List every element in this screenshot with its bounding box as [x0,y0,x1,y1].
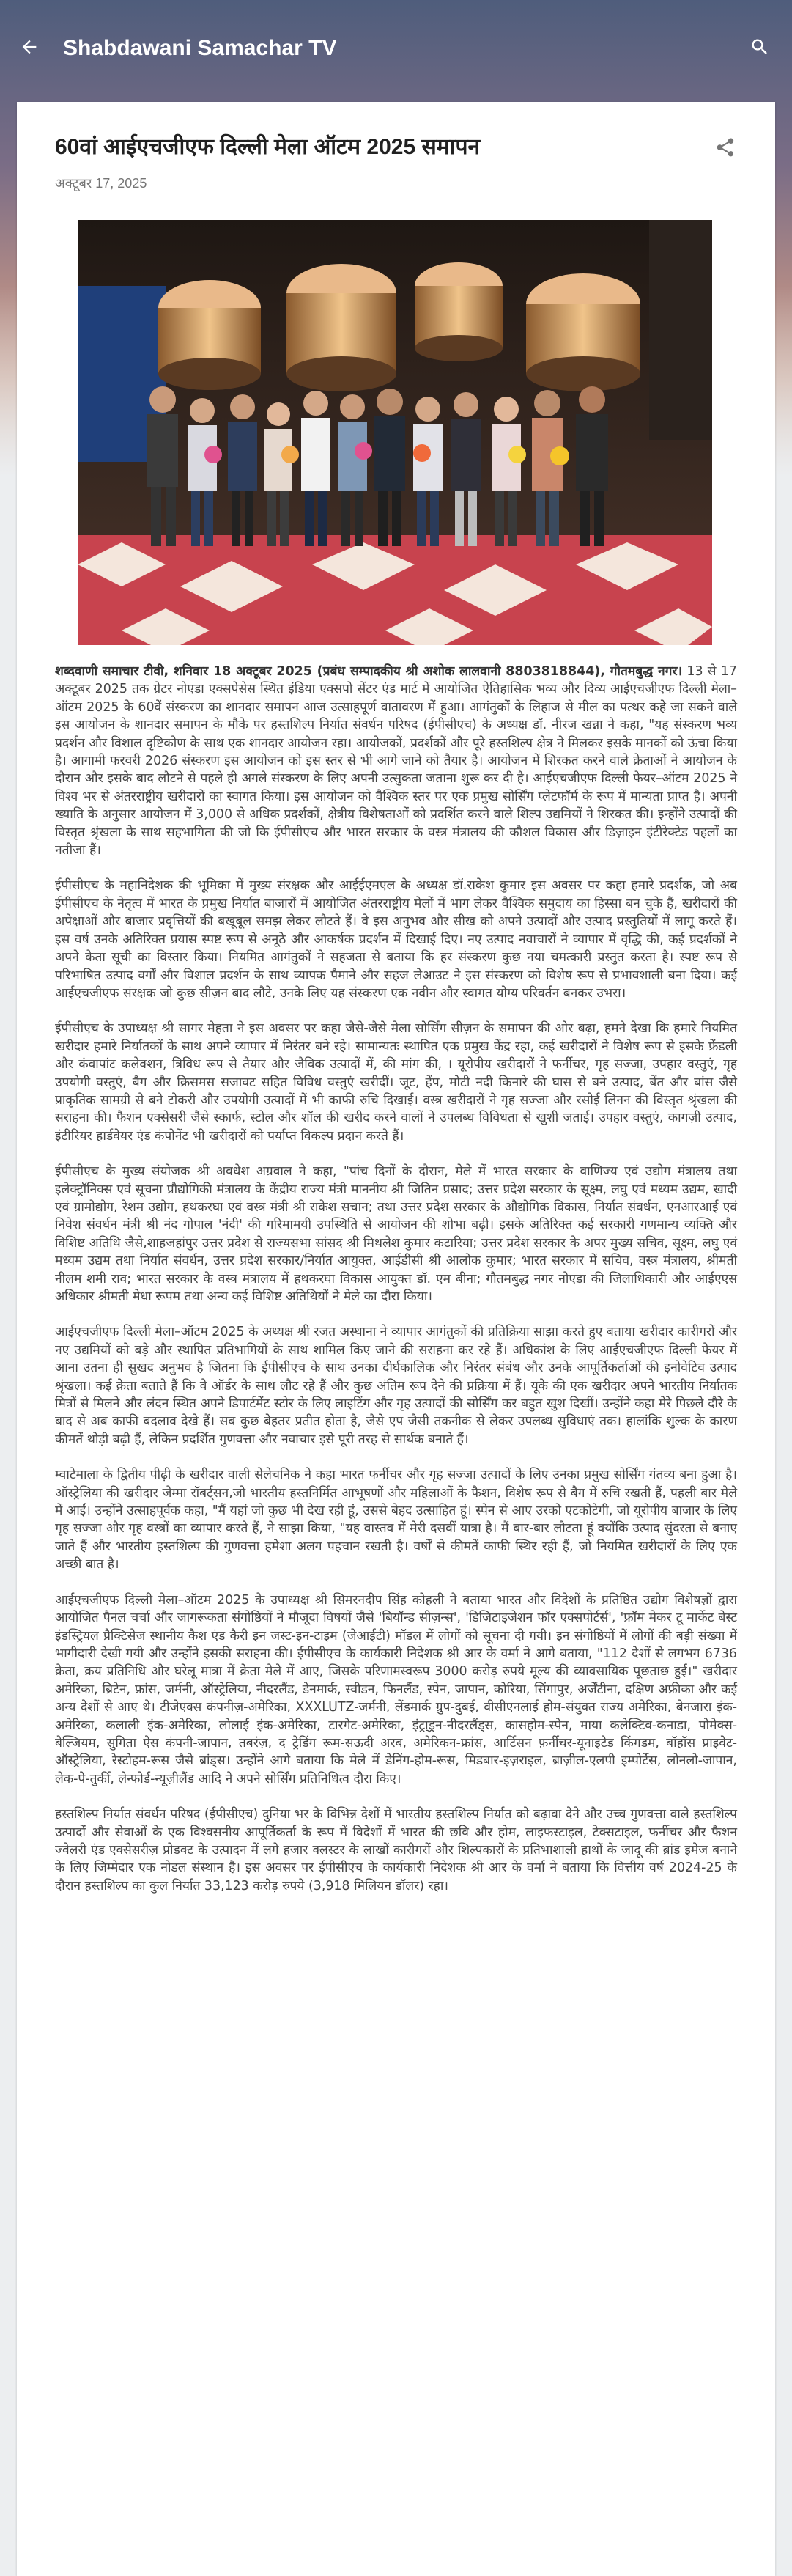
post-header [17,102,775,192]
paragraph-8: हस्तशिल्प निर्यात संवर्धन परिषद (ईपीसीएच) दुनिया भर के विभिन्न देशों में भारतीय हस्तशिल्प निर्यात को बढ़ावा देने और उच्च गुणवत्ता वाले हस्तशिल्प उत्पादों और सेवाओं के एक विश्वसनीय आपूर्तिकर्ता के रूप में विदेशों में भारत की छवि और होम, लाइफस्टाइल, टेक्सटाइल, फर्नीचर और फैशन ज्वेलरी एंड एक्सेसरीज़ प्रोडक्ट के उत्पादन में लगे हजार क्लस्टर के लाखों कारीगरों और शिल्पकारों के प्रतिभाशाली हाथों के जादू की ब्रांड इमेज बनाने के लिए जिम्मेदार एक नोडल संस्थान है। इस अवसर पर ईपीसीएच के कार्यकारी निदेशक श्री आर के वर्मा ने बताया कि वित्तीय वर्ष 2024-25 के दौरान हस्तशिल्प का कुल निर्यात 33,123 करोड़ रुपये (3,918 मिलियन डॉलर) रहा। [55,1807,737,1894]
paragraph-1-text: 13 से 17 अक्टूबर 2025 तक ग्रेटर नोएडा एक्सपेसेस स्थित इंडिया एक्सपो सेंटर एंड मार्ट में आयोजित ऐतिहासिक भव्य और दिव्य आईएचजीएफ दिल्ली मेला–ऑटम 2025 के 60वें संस्करण का शानदार समापन आज उत्साहपूर्ण वातावरण में हुआ। आगंतुकों के लिहाज से मील का पत्थर कहे जा सकने वाले इस आयोजन के शानदार समापन के मौके पर हस्तशिल्प निर्यात संवर्धन परिषद (ईपीसीएच) के अध्यक्ष डॉ. नीरज खन्ना ने कहा, "यह संस्करण भव्य प्रदर्शन और विशाल दृष्टिकोण के साथ एक शानदार आयोजन रहा। आयोजकों, प्रदर्शकों और पूरे हस्तशिल्प क्षेत्र ने मिलकर इसके मानकों को ऊंचा किया है। आगामी फरवरी 2026 संस्करण इस आयोजन को इस स्तर से भी आगे जाने को तैयार है। आयोजन में शिरकत करने वाले क्रेताओं ने आयोजन के दौरान और इसके बाद लौटने से पहले ही अगले संस्करण के लिए अपनी उत्सुकता जताना शुरू कर दी है। आईएचजीएफ दिल्ली फेयर–ऑटम 2025 ने विश्व भर से अंतरराष्ट्रीय खरीदारों का स्वागत किया। इस आयोजन को वैश्विक स्तर पर एक प्रमुख सोर्सिंग प्लेटफॉर्म के रूप में मान्यता प्राप्त है। अपनी ख्याति के अनुसार आयोजन में 3,000 से अधिक प्रदर्शकों, क्षेत्रीय विशेषताओं को प्रदर्शित करने वाले शिल्प उद्यमियों ने शिरकत की। इन्होंने उत्पादों की विस्तृत श्रृंखला के साथ सहभागिता की जो कि ईपीसीएच और भारत सरकार के वस्त्र मंत्रालय की कौशल विकास और डिज़ाइन इंटीरेक्टेड पहलों का नतीजा हैं। [55,664,737,858]
paragraph-2: ईपीसीएच के महानिदेशक की भूमिका में मुख्य संरक्षक और आईईएमएल के अध्यक्ष डॉ.राकेश कुमार इस अवसर पर कहा हमारे प्रदर्शक, जो अब ईपीसीएच के नेतृत्व में भारत के प्रमुख निर्यात बाजारों में आयोजित अंतरराष्ट्रीय मेलों में भाग लेकर वैश्विक समुदाय का हिस्सा बन चुके हैं, खरीदारों की अपेक्षाओं और बाजार प्रवृत्तियों की बखूबूल समझ लेकर लौटते हैं। वे इस अनुभव और सीख को अपने उत्पादों और उत्पाद प्रस्तुतियों में लागू करते हैं। इस वर्ष उनके अतिरिक्त प्रयास स्पष्ट रूप से अनूठे और आकर्षक प्रदर्शन में दिखाई दिए। नए उत्पाद नवाचारों ने व्यापार में वृद्धि की, कई प्रदर्शकों ने अपने केता सूची का विस्तार किया। नियमित आगंतुकों ने सहजता से बताया कि हर संस्करण कुछ नया चमत्कारी प्रस्तुत करता है। स्पष्ट रूप से परिभाषित उत्पाद वर्गों और विशाल प्रदर्शन के साथ व्यापक पैमाने और सहज लेआउट ने इस संस्करण को विशेष रूप से प्रभावशाली बना दिया। कई आईएचजीएफ संरक्षक जो कुछ सीज़न बाद लौटे, उनके लिए यह संस्करण एक नवीन और स्वागत योग्य परिवर्तन बनकर उभरा। [55,878,737,1001]
post-photo[interactable] [78,220,712,645]
post-title: 60वां आईएचजीएफ दिल्ली मेला ऑटम 2025 समापन [55,135,481,159]
paragraph-7: आईएचजीएफ दिल्ली मेला–ऑटम 2025 के उपाध्यक्ष श्री सिमरनदीप सिंह कोहली ने बताया भारत और विदेशों के प्रतिष्ठित उद्योग विशेषज्ञों द्वारा आयोजित पैनल चर्चा और जागरूकता संगोष्ठियों ने मौजूदा विषयों जैसे 'बियॉन्ड सीज़न्स', 'डिजिटाइजेशन फॉर एक्सपोर्टर्स', 'फ्रॉम मेकर टू मार्केट बेस्ट इंडस्ट्रियल प्रैक्टिसेज स्थानीय कैश एंड कैरी इन जस्ट-इन-टाइम (जेआईटी) मॉडल में लोगों को सूचना दी गयी। इन संगोष्ठियों में लोगों की बड़ी संख्या में भागीदारी देखी गयी और उन्होंने इसकी सराहना की। ईपीसीएच के कार्यकारी निदेशक श्री आर के वर्मा ने आगे बताया, "112 देशों से लगभग 6736 क्रेता, क्रय प्रतिनिधि और घरेलू मात्रा में क्रेता मेले में आए, जिसके परिणामस्वरूप 3000 करोड़ रुपये मूल्य की व्यावसायिक पूछताछ हुई।" खरीदार अमेरिका, ब्रिटेन, फ्रांस, जर्मनी, ऑस्ट्रेलिया, नीदरलैंड, डेनमार्क, स्वीडन, फिनलैंड, स्पेन, जापान, कोरिया, सिंगापुर, अर्जेंटीना, दक्षिण अफ्रीका और कई अन्य देशों से आए थे। टीजेएक्स कंपनीज़-अमेरिका, XXXLUTZ-जर्मनी, लेंडमार्क ग्रुप-दुबई, वीसीएनलाई होम-संयुक्त राज्य अमेरिका, बेनजारा इंक-अमेरिका, कलाली इंक-अमेरिका, लोलाई इंक-अमेरिका, टारगेट-अमेरिका, इंट्रा्ड्रन-नीदरलैंड्स, कासहोम-स्पेन, माया कलेक्टिव-कनाडा, पोमेक्स-बेल्जियम, सुगिता ऐस कंपनी-जापान, तबरंज़, द ट्रेडिंग रूम-सऊदी अरब, अमेरिकन-फ्रांस, आर्टिसन फ़र्नीचर-यूनाइटेड किंगडम, बॉहॉस प्राइवेट-ऑस्ट्रेलिया, रेस्टोहम-रूस जैसे ब्रांड्स। उन्होंने आगे बताया कि मेले में डेनिंग-होम-रूस, मिडबार-इज़राइल, ब्राज़ील-एलपी इम्पोर्टेस, लोनलो-जापान, लेक-पे-तुर्की, लेन्फोर्ड-न्यूज़ीलैंड आदि ने अपने सोर्सिंग प्रतिनिधित्व दौरा किए। [55,1592,737,1786]
search-icon [750,37,770,61]
post-date: अक्टूबर 17, 2025 [55,176,147,191]
post-card [17,102,775,2576]
event-photo-illustration [78,220,712,645]
search-button[interactable] [733,22,786,75]
paragraph-3: ईपीसीएच के उपाध्यक्ष श्री सागर मेहता ने इस अवसर पर कहा जैसे-जैसे मेला सोर्सिंग सीज़न के समापन की ओर बढ़ा, हमने देखा कि हमारे नियमित खरीदार हमारे निर्यातकों के साथ अपने व्यापार में निरंतर बने रहे। सामान्यतः स्थापित एक प्रमुख केंद्र रहा, कई खरीदारों ने विशेष रूप से इसके फ्रेंडली और कंवापांट कलेक्शन, त्रिविध रूप से तैयार और जैविक उत्पादों में, की मांग की, । यूरोपीय खरीदारों ने फर्नीचर, गृह सज्जा, उपहार वस्तुएं, गृह उपयोगी वस्तुएं, बैग और क्रिसमस सजावट सहित विविध वस्तुएं खरीदीं। जूट, हेंप, मोटी नदी किनारे की घास से बने उत्पाद, बेंत और बांस जैसे प्राकृतिक सामग्री से बने टोकरी और उपयोगी उत्पादों में भी काफी रुचि दिखाई। वस्त्र खरीदारों ने गृह सज्जा और रसोई लिनन की विस्तृत श्रृंखला की सराहना की। फैशन एक्सेसरी जैसे स्कार्फ, स्टोल और शॉल की खरीद करने वालों ने उपलब्ध विविधता से खुशी जताई। उपहार वस्तुएं, कागज़ी उत्पाद, इंटीरियर हार्डवेयर एंड कंपोनेंट भी खरीदारों को पर्याप्त विकल्प प्रदान करते हैं। [55,1021,737,1144]
post-body [17,645,775,1895]
back-button[interactable] [3,22,56,75]
share-icon [714,136,736,162]
app-bar [0,0,792,97]
site-title[interactable]: Shabdawani Samachar TV [63,36,337,60]
share-button[interactable] [705,128,746,169]
paragraph-5: आईएचजीएफ दिल्ली मेला–ऑटम 2025 के अध्यक्ष श्री रजत अस्थाना ने व्यापार आगंतुकों की प्रतिक्रिया साझा करते हुए बताया खरीदार कारीगरों और नए उद्यमियों को बड़े और स्थापित प्रतिभागियों के साथ शामिल किए जाने की सराहना कर रहे हैं। अधिकांश के लिए आईएचजीएफ दिल्ली फेयर में आना उतना ही सुखद अनुभव है जितना कि ईपीसीएच के साथ उनका दीर्घकालिक और निरंतर संबंध और उनके आपूर्तिकर्ताओं की इनोवेटिव उत्पाद श्रृंखला। कई क्रेता बताते हैं कि वे ऑर्डर के साथ लौट रहे हैं और कुछ अंतिम रूप देने की प्रक्रिया में हैं। यूके की एक खरीदार अपने भारतीय निर्यातक मित्रों से मिलने और लंदन स्थित अपने डिपार्टमेंट स्टोर के लिए लाइटिंग और गृह उत्पादों की सोर्सिंग कर बहुत खुश दिखीं। उन्होंने कहा मेरे पिछले दौरे के बाद से अब काफी बदलाव देखे हैं। सब कुछ बेहतर प्रतीत होता है, जैसे एप जैसी तकनीक से लेकर उपलब्ध सुविधाएं तक। हालांकि शुल्क के कारण कीमतें थोड़ी बढ़ी हैं, लेकिन प्रदर्शित गुणवत्ता और नवाचार इसे पूरी तरह से सार्थक बनाते हैं। [55,1325,737,1447]
paragraph-1 [55,663,737,859]
post-lead: शब्दवाणी समाचार टीवी, शनिवार 18 अक्टूबर 2025 (प्रबंध सम्पादकीय श्री अशोक लालवानी 8803818844), गौतमबुद्ध नगर। [55,664,683,679]
paragraph-6: म्वाटेमाला के द्वितीय पीढ़ी के खरीदार वाली सेलेचनिक ने कहा भारत फर्नीचर और गृह सज्जा उत्पादों के लिए उनका प्रमुख सोर्सिंग गंतव्य बना हुआ है। ऑस्ट्रेलिया की खरीदार जेम्मा रॉबर्ट्सन,जो भारतीय हस्तनिर्मित आभूषणों और महिलाओं के फैशन, विशेष रूप से बैग में रुचि रखती हैं, पहली बार मेले में आईं। उन्होंने उत्साहपूर्वक कहा, "मैं यहां जो कुछ भी देख रही हूं, उससे बेहद उत्साहित हूं। स्पेन से आए उरको एटकोटेगी, जो यूरोपीय बाजार के लिए गृह सज्जा और गृह वस्त्रों का व्यापार करते हैं, ने साझा किया, "यह वास्तव में मेरी दसवीं यात्रा है। मैं बार-बार लौटता हूं क्योंकि उत्पाद सुंदरता से बनाए जाते हैं और भारतीय हस्तशिल्प की गुणवत्ता हमेशा अलग पहचान रखती है। वर्षों से कीमतें काफी स्थिर रही हैं, जो नियमित खरीदारों के लिए एक अच्छी बात है। [55,1468,737,1572]
arrow-left-icon [19,37,40,61]
paragraph-4: ईपीसीएच के मुख्य संयोजक श्री अवधेश अग्रवाल ने कहा, "पांच दिनों के दौरान, मेले में भारत सरकार के वाणिज्य एवं उद्योग मंत्रालय तथा इलेक्ट्रॉनिक्स एवं सूचना प्रौद्योगिकी मंत्रालय के केंद्रीय राज्य मंत्री माननीय श्री जितिन प्रसाद; उत्तर प्रदेश सरकार के सूक्ष्म, लघु एवं मध्यम उद्यम, खादी एवं ग्रामोद्योग, रेशम उद्योग, हथकरघा एवं वस्त्र मंत्री श्री राकेश सचान; तथा उत्तर प्रदेश सरकार के औद्योगिक विकास, निर्यात संवर्धन, एनआरआई एवं निवेश संवर्धन मंत्री श्री नंद गोपाल 'नंदी' की गरिमामयी उपस्थिति से आयोजन की शोभा बढ़ी। इसके अतिरिक्त कई सरकारी गणमान्य व्यक्ति और विशिष्ट अतिथि जैसे,शाहजहांपुर उत्तर प्रदेश से राज्यसभा सांसद श्री मिथलेश कुमार कटारिया; उत्तर प्रदेश सरकार के अपर मुख्य सचिव, सूक्ष्म, लघु एवं मध्यम उद्यम तथा निर्यात संवर्धन, उत्तर प्रदेश सरकार/निर्यात आयुक्त, आईडीसी श्री आलोक कुमार; भारत सरकार में सचिव, वस्त्र मंत्रालय, श्रीमती नीलम शमी राव; भारत सरकार के वस्त्र मंत्रालय में हथकरघा विकास आयुक्त डॉ. एम बीना; गौतमबुद्ध नगर नोएडा की जिलाधिकारी और आईएएस अधिकार श्रीमती मेधा रूपम तथा अन्य कई विशिष्ट अतिथियों ने मेले का दौरा किया। [55,1164,737,1304]
